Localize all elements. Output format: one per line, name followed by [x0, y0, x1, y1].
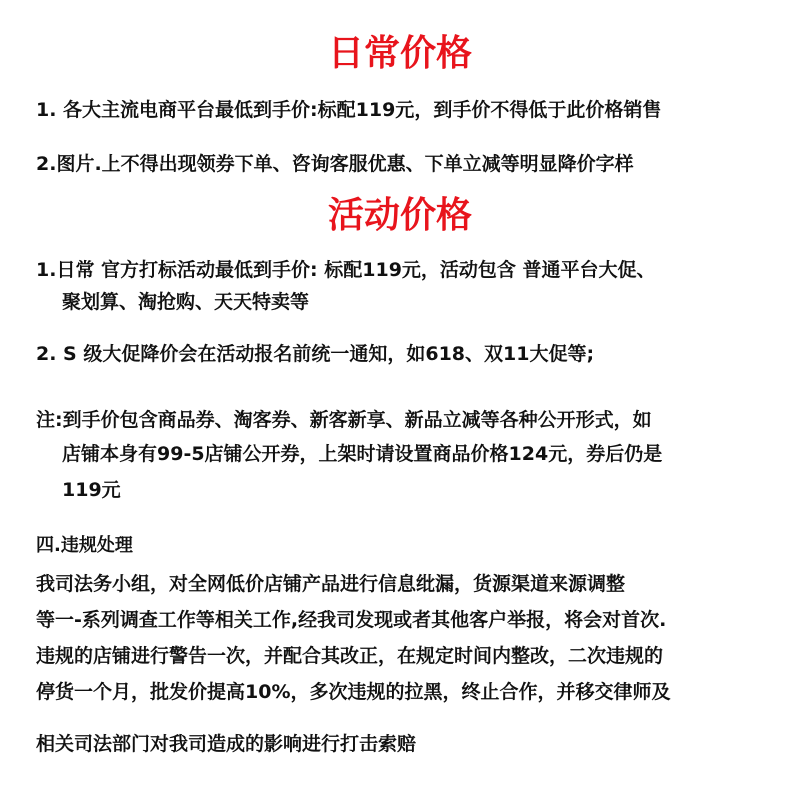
violation-line-2: 等一-系列调查工作等相关工作,经我司发现或者其他客户举报，将会对首次.	[36, 609, 667, 631]
daily-price-title: 日常价格	[327, 33, 472, 74]
daily-rule-1: 1. 各大主流电商平台最低到手价:标配119元，到手价不得低于此价格销售	[36, 99, 662, 121]
daily-rule-2: 2.图片.上不得出现领券下单、咨询客服优惠、下单立减等明显降价字样	[36, 153, 634, 175]
violation-heading: 四.违规处理	[36, 535, 133, 556]
activity-rule-1-line-2: 聚划算、淘抢购、天天特卖等	[62, 291, 310, 313]
note-line-3: 119元	[62, 479, 121, 501]
activity-rule-1-line-1: 1.日常 官方打标活动最低到手价: 标配119元，活动包含 普通平台大促、	[36, 259, 656, 281]
violation-line-3: 违规的店铺进行警告一次，并配合其改正，在规定时间内整改，二次违规的	[36, 645, 664, 667]
violation-line-1: 我司法务小组，对全网低价店铺产品进行信息纰漏，货源渠道来源调整	[36, 573, 626, 595]
violation-line-5: 相关司法部门对我司造成的影响进行打击索赔	[36, 733, 417, 755]
note-line-1: 注:到手价包含商品券、淘客券、新客新享、新品立减等各种公开形式，如	[36, 409, 652, 431]
activity-rule-2: 2. S 级大促降价会在活动报名前统一通知，如618、双11大促等;	[36, 343, 595, 365]
note-line-2: 店铺本身有99-5店铺公开券，上架时请设置商品价格124元，券后仍是	[62, 443, 663, 465]
activity-price-title: 活动价格	[327, 195, 472, 236]
violation-line-4: 停货一个月，批发价提高10%，多次违规的拉黑，终止合作，并移交律师及	[36, 681, 671, 703]
